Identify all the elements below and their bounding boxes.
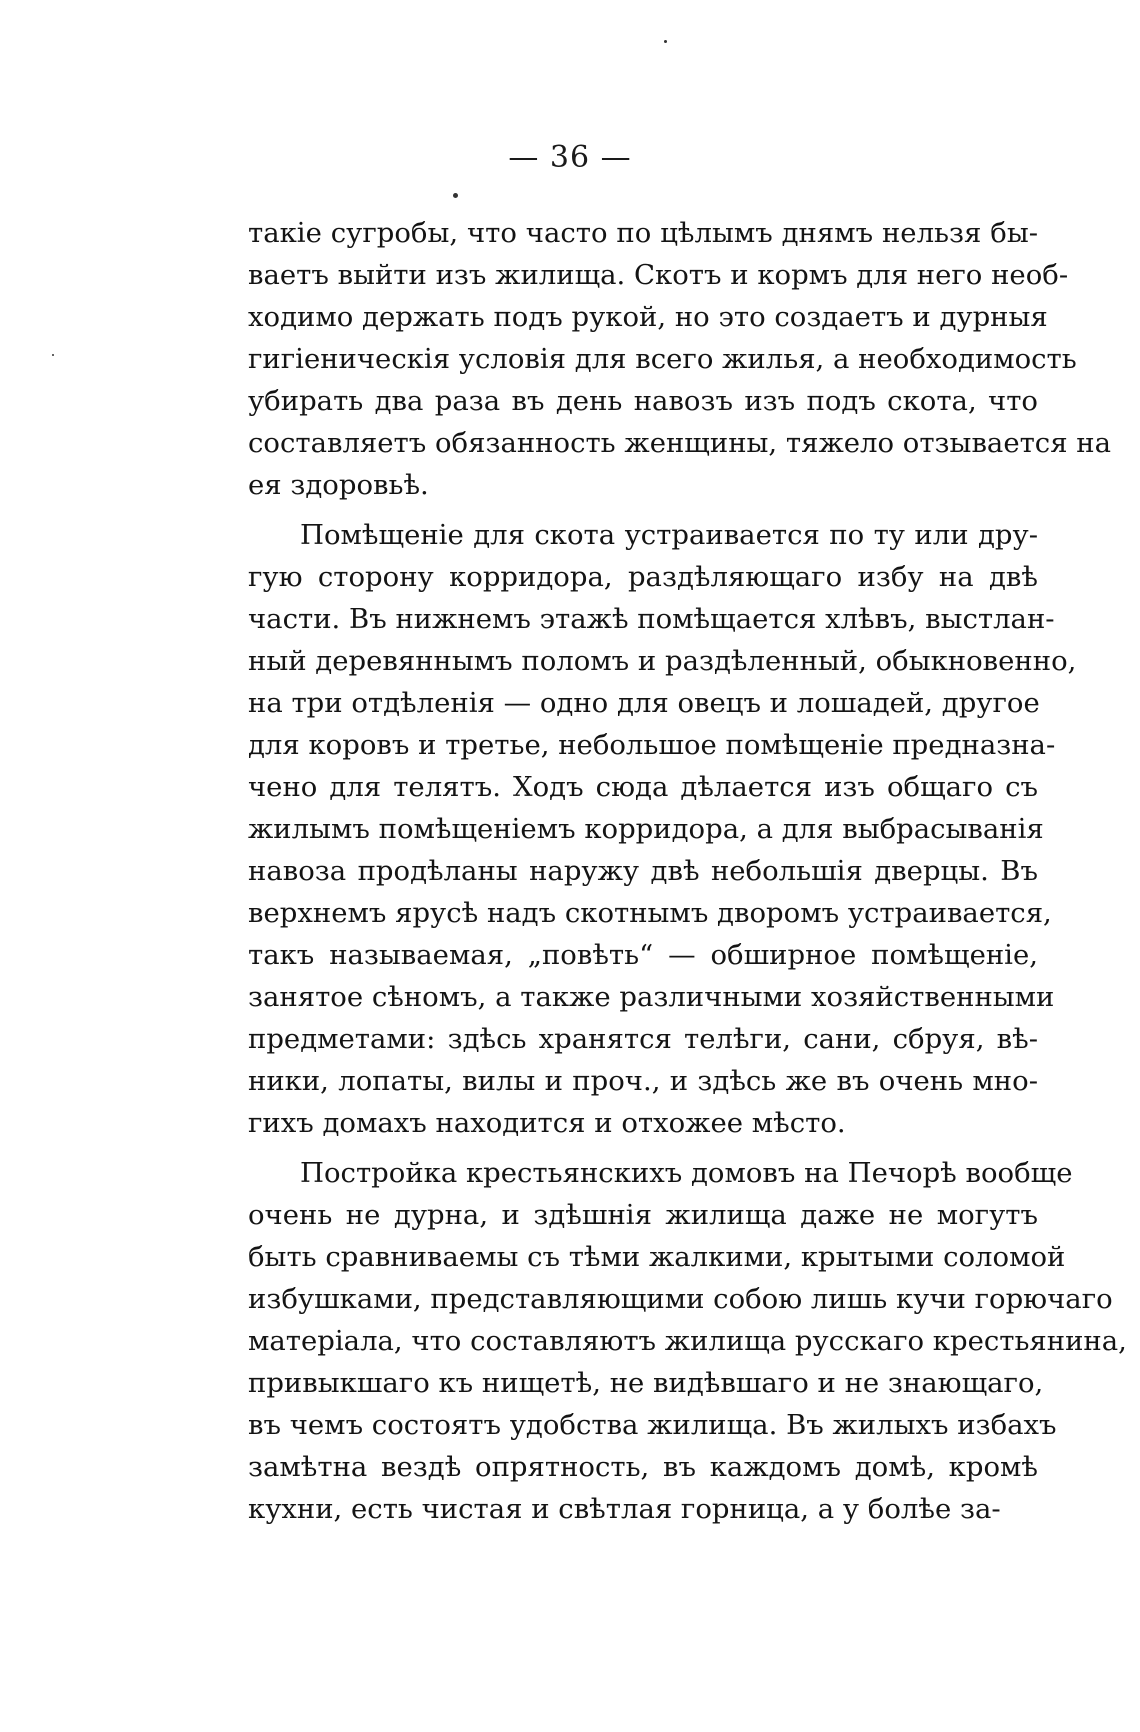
text-line: предметами: здѣсь хранятся телѣги, сани, сбруя, вѣ-	[248, 1023, 1038, 1055]
text-line: такіе сугробы, что часто по цѣлымъ днямъ нельзя бы-	[248, 217, 1038, 249]
text-line: для коровъ и третье, небольшое помѣщеніе предназна-	[248, 729, 1056, 761]
paragraph	[248, 514, 1077, 1144]
text-line: привыкшаго къ нищетѣ, не видѣвшаго и не знающаго,	[248, 1367, 1044, 1399]
text-line: ходимо держать подъ рукой, но это создаетъ и дурныя	[248, 301, 1048, 333]
text-line: Помѣщеніе для скота устраивается по ту или дру-	[300, 519, 1038, 551]
text-line: быть сравниваемы съ тѣми жалкими, крытыми соломой	[248, 1241, 1066, 1273]
text-line: ники, лопаты, вилы и проч., и здѣсь же въ очень мно-	[248, 1065, 1038, 1097]
text-line: такъ называемая, „повѣть“ — обширное помѣщеніе,	[248, 939, 1038, 971]
text-line: части. Въ нижнемъ этажѣ помѣщается хлѣвъ, выстлан-	[248, 603, 1055, 635]
text-line: гую сторону корридора, раздѣляющаго избу на двѣ	[248, 561, 1038, 593]
text-line: чено для телятъ. Ходъ сюда дѣлается изъ общаго съ	[248, 771, 1038, 803]
text-line: ваетъ выйти изъ жилища. Скотъ и кормъ для него необ-	[248, 259, 1069, 291]
text-line: избушками, представляющими собою лишь кучи горючаго	[248, 1283, 1113, 1315]
print-speck	[52, 354, 54, 356]
text-line: въ чемъ состоятъ удобства жилища. Въ жилыхъ избахъ	[248, 1409, 1057, 1441]
text-line: гигіеническія условія для всего жилья, а необходимость	[248, 343, 1077, 375]
text-line: очень не дурна, и здѣшнія жилища даже не могутъ	[248, 1199, 1038, 1231]
text-line: ея здоровьѣ.	[248, 469, 429, 501]
text-line: верхнемъ ярусѣ надъ скотнымъ дворомъ устраивается,	[248, 897, 1052, 929]
text-line: жилымъ помѣщеніемъ корридора, а для выбрасыванія	[248, 813, 1044, 845]
print-speck	[453, 193, 458, 198]
paragraph	[248, 1152, 1127, 1530]
body-text	[248, 212, 1127, 1530]
text-line: Постройка крестьянскихъ домовъ на Печорѣ вообще	[300, 1157, 1073, 1189]
text-line: на три отдѣленія — одно для овецъ и лошадей, другое	[248, 687, 1040, 719]
print-speck	[664, 40, 667, 43]
page-number: — 36 —	[508, 140, 632, 175]
text-line: навоза продѣланы наружу двѣ небольшія дверцы. Въ	[248, 855, 1038, 887]
text-line: ный деревяннымъ поломъ и раздѣленный, обыкновенно,	[248, 645, 1077, 677]
paragraph	[248, 212, 1112, 506]
text-line: убирать два раза въ день навозъ изъ подъ скота, что	[248, 385, 1038, 417]
text-line: кухни, есть чистая и свѣтлая горница, а у болѣе за-	[248, 1493, 1001, 1525]
text-line: гихъ домахъ находится и отхожее мѣсто.	[248, 1107, 846, 1139]
text-line: замѣтна вездѣ опрятность, въ каждомъ домѣ, кромѣ	[248, 1451, 1038, 1483]
text-line: занятое сѣномъ, а также различными хозяйственными	[248, 981, 1055, 1013]
text-line: матеріала, что составляютъ жилища русскаго крестьянина,	[248, 1325, 1127, 1357]
text-line: составляетъ обязанность женщины, тяжело отзывается на	[248, 427, 1112, 459]
